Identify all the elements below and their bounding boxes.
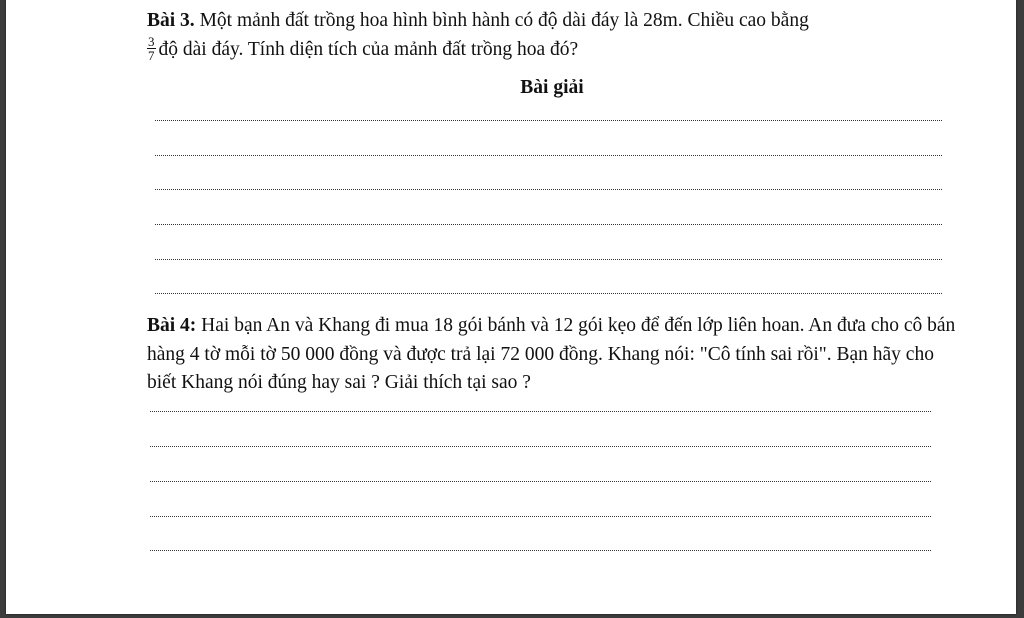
answer-line[interactable] <box>150 550 931 551</box>
problem-4-text: Hai bạn An và Khang đi mua 18 gói bánh và 12 gói kẹo để đến lớp liên hoan. An đưa cho cô bán hàng 4 tờ mỗi tờ 50 000 đồng và được trả lại 72 000 đồng. Khang nói: "Cô tính sai rồi". Bạn hãy cho biết Khang nói đúng hay sai ? Giải thích tại sao ? <box>147 315 956 393</box>
problem-3-text-line1: Một mảnh đất trồng hoa hình bình hành có độ dài đáy là 28m. Chiều cao bằng <box>194 10 809 31</box>
solution-heading: Bài giải <box>520 77 584 98</box>
problem-3-label: Bài 3. <box>147 10 195 31</box>
problem-3-text-line2: độ dài đáy. Tính diện tích của mảnh đất trồng hoa đó? <box>158 38 579 60</box>
fraction-denominator: 7 <box>148 47 155 63</box>
answer-line[interactable] <box>155 189 942 190</box>
problem-4-label: Bài 4: <box>147 315 197 336</box>
problem-3 <box>147 7 957 64</box>
answer-line[interactable] <box>155 259 942 260</box>
answer-line[interactable] <box>150 481 931 482</box>
problem-4 <box>147 312 957 398</box>
answer-line[interactable] <box>150 411 931 412</box>
answer-line[interactable] <box>155 224 942 225</box>
answer-line[interactable] <box>155 155 942 156</box>
answer-line[interactable] <box>150 446 931 447</box>
answer-line[interactable] <box>150 516 931 517</box>
worksheet-page <box>6 0 1016 614</box>
answer-line[interactable] <box>155 293 942 294</box>
fraction-three-sevenths <box>147 35 156 62</box>
fraction-numerator: 3 <box>148 33 155 49</box>
answer-line[interactable] <box>155 120 942 121</box>
